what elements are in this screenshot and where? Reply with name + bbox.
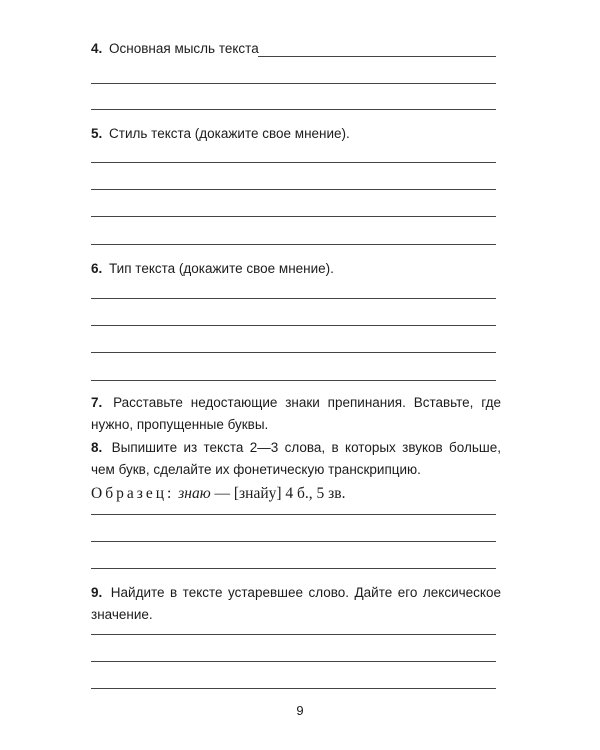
answer-line[interactable]	[258, 56, 496, 57]
question-4	[91, 38, 259, 60]
question-5	[91, 123, 350, 145]
answer-line[interactable]	[91, 83, 496, 84]
question-text: Тип текста (докажите свое мнение).	[109, 261, 334, 276]
question-text: Расставьте недостающие знаки препинания. Вставьте, где нужно, пропущенные буквы.	[91, 395, 501, 432]
question-number: 4.	[91, 41, 103, 56]
answer-line[interactable]	[91, 352, 496, 353]
page-number: 9	[296, 703, 304, 718]
answer-line[interactable]	[91, 661, 496, 662]
answer-line[interactable]	[91, 109, 496, 110]
answer-line[interactable]	[91, 688, 496, 689]
question-number: 9.	[91, 585, 103, 600]
question-number: 5.	[91, 126, 103, 141]
question-text: Найдите в тексте устаревшее слово. Дайте его лексическое значение.	[91, 585, 501, 622]
sample-transcription: — [знайу] 4 б., 5 зв.	[214, 485, 346, 502]
answer-line[interactable]	[91, 216, 496, 217]
question-number: 8.	[91, 440, 103, 455]
answer-line[interactable]	[91, 298, 496, 299]
answer-line[interactable]	[91, 380, 496, 381]
sample-word: знаю	[178, 485, 211, 502]
answer-line[interactable]	[91, 244, 496, 245]
answer-line[interactable]	[91, 541, 496, 542]
answer-line[interactable]	[91, 162, 496, 163]
question-text: Выпишите из текста 2—3 слова, в которых звуков больше, чем букв, сделайте их фонетическую транскрипцию.	[91, 440, 501, 477]
question-6	[91, 258, 334, 280]
answer-line[interactable]	[91, 325, 496, 326]
answer-line[interactable]	[91, 634, 496, 635]
question-7	[91, 392, 501, 436]
question-text: Основная мысль текста	[109, 41, 259, 56]
answer-line[interactable]	[91, 514, 496, 515]
answer-line[interactable]	[91, 568, 496, 569]
sample-label: Образец:	[91, 485, 175, 502]
question-8	[91, 437, 501, 481]
question-9	[91, 582, 501, 626]
question-number: 6.	[91, 261, 103, 276]
question-text: Стиль текста (докажите свое мнение).	[109, 126, 350, 141]
sample-example	[91, 483, 346, 505]
answer-line[interactable]	[91, 189, 496, 190]
question-number: 7.	[91, 395, 103, 410]
